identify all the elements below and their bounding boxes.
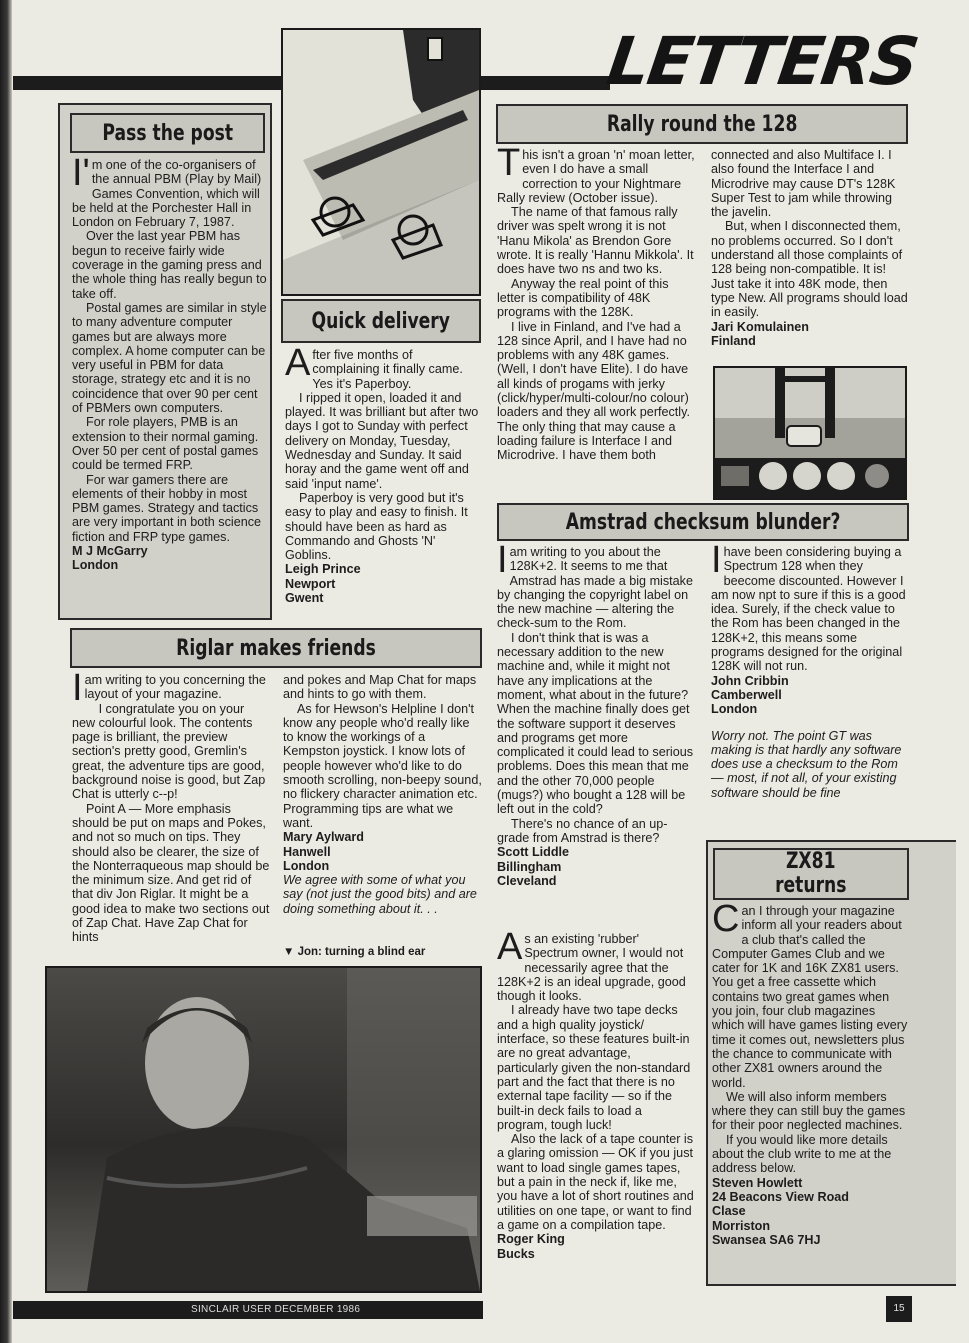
quick-delivery-body: After five months of complaining it finally came. Yes it's Paperboy. I ripped it open, loaded it and played. It was brilliant but after two days I got to Sunday with perfect delivery on Monday, Tuesday, Wednesday and Sunday. It said horay and the game went off and said 'input name'. Paperboy is very good but it's easy to play and easy to finish. It should have been as hard as Commando and Ghosts 'N' Goblins. Leigh Prince Newport Gwent [285, 342, 479, 606]
photo-caption: ▼ Jon: turning a blind ear [283, 946, 426, 958]
paperboy-screenshot [281, 28, 481, 296]
editor-reply: Worry not. The point GT was making is that hardly any software does use a checksum to the Rom — most, if not all, of your existing software should be fine [711, 728, 902, 800]
jon-riglar-photo [45, 966, 482, 1293]
signature-name: M J McGarry [72, 544, 148, 559]
amstrad-body-col2: Ihave been considering buying a Spectrum 128 when they beecome discounted. However I am now npt to sure if this is a good idea. Surely, if the check value to the Rom has been changed in the 128K+2, this means some programs designed for the original 128K will not run. John Cribbin Camberwell London Worry not. The point GT was making is that hardly any software does use a checksum to the Rom — most, if not all, of your existing software should be fine [711, 545, 909, 800]
amstrad-body-col1: Iam writing to you about the 128K+2. It seems to me that Amstrad has made a big mistake by changing the copyright label on the new machine — altering the check-sum to the Rom. I don't think that is was a necessary addition to the new machine and, while it might not have any implications at the moment, what about in the future? When the machine finally does get the software support it deserves and programs get more complicated it could lead to serious problems. Does this mean that me and the other 70,000 people (mugs?) who bought a 128 will be left out in the cold? There's no chance of an up-grade from Amstrad is there? Scott Liddle Billingham Cleveland [497, 539, 694, 888]
magazine-spine [0, 0, 12, 1343]
rubber-letter-body: As an existing 'rubber' Spectrum owner, I would not necessarily agree that the 128K+2 is an ideal upgrade, good though it looks. I already have two tape decks and a high quality joystick/ interface, so these features built-in are no great advantage, particularly given the non-standard part and the fact that there is no external tape facility — so if the built-in deck fails to load a program, tough luck! Also the lack of a tape counter is a glaring omission — OK if you just want to load single games tapes, but a pain in the neck if, like me, you have a lot of short routines and utilities on one tape, or want to find a game on a compilation tape. Roger King Bucks [497, 926, 694, 1261]
riglar-heading: Riglar makes friends [70, 628, 482, 668]
rally-body-col2: connected and also Multiface I. I also found the Interface I and Microdrive may cause DT's 128K Super Test to jam while throwing the javelin. But, when I disconnected them, no problems occurred. So I don't understand all those complaints of 128 being non-compatible. It is! Just take it into 48K mode, then type New. All programs should load in easily. Jari Komulainen Finland [711, 148, 908, 348]
signature-place: London [72, 558, 119, 573]
page-number: 15 [886, 1296, 912, 1322]
amstrad-heading: Amstrad checksum blunder? [497, 503, 909, 541]
page-title: LETTERS [602, 23, 922, 100]
zx81-heading: ZX81 returns [713, 848, 909, 900]
pass-the-post-heading: Pass the post [70, 113, 265, 153]
page-footer: SINCLAIR USER DECEMBER 1986 [13, 1301, 483, 1319]
riglar-body-col1: Iam writing to you concerning the layout of your magazine. I congratulate you on your new colourful look. The contents page is brilliant, the preview section's pretty good, Gremlin's great, the adventure tips are good, background noise is good, but Zap Chat is utterly c--p! Point A — More emphasis should be put on maps and Pokes, and not so much on tips. They should also be clearer, the size of the Nonterraqueous map should be the minimum size. And get rid of that div Jon Riglar. It might be a good idea to make two sections out of Zap Chat. Have Zap Chat for hints [72, 667, 270, 945]
riglar-body-col2: and pokes and Map Chat for maps and hints to go with them. As for Hewson's Helpline I don't know any people who'd really like to know the workings of a Kempston joystick. I know lots of people however who'd like to do smooth scrolling, non-beepy sound, no flickery character animation etc. Programming tips are what we want. Mary Aylward Hanwell London We agree with some of what you say (not just the good bits) and are doing something about it. . . [283, 673, 482, 916]
editor-reply: We agree with some of what you say (not just the good bits) and are doing something about it. . . [283, 873, 477, 916]
rally-heading: Rally round the 128 [496, 104, 908, 144]
quick-delivery-heading: Quick delivery [281, 299, 481, 343]
pass-the-post-body: I'm one of the co-organisers of the annual PBM (Play by Mail) Games Convention, which will be held at the Porchester Hall in London on February 7, 1987. Over the last year PBM has begun to receive fairly wide coverage in the gaming press and the whole thing has really begun to take off. Postal games are similar in style to many adventure computer games but are always more complex. A home computer can be very useful in PBM for data storage, strategy etc and it is no coincidence that over 90 per cent of PBMers own computers. For role players, PMB is an extension to their normal gaming. Over 50 per cent of postal games could be termed FRP. For war gamers there are elements of their hobby in most PBM games. Strategy and tactics are very important in both science fiction and FRP type games. M J McGarry London [72, 152, 267, 573]
rally-body-col1: This isn't a groan 'n' moan letter, even I do have a small correction to your Nightmare Rally review (October issue). The name of that famous rally driver was spelt wrong it is not 'Hanu Mikola' as Brendon Gore wrote. It is really 'Hannu Mikkola'. It does have two ns and two ks. Anyway the real point of this letter is compatibility of 48K programs with the 128K. I live in Finland, and I've had a 128 since April, and I have had no problems with any 48K games. (Well, I don't have Elite). I do have all kinds of progams with jerky (click/hyper/multi-colour/no colour) loaders and they all work perfectly. The only thing that may cause a loading failure is Interface I and Microdrive. I have them both [497, 142, 695, 463]
zx81-body: Can I through your magazine inform all your readers about a club that's called the Computer Games Club and we cater for 1K and 16K ZX81 users. You get a free cassette which contains two great games when you join, four club magazines which will have games listing every time it comes out, newsletters plus the chance to communicate with other ZX81 owners around the world. We will also inform members where they can still buy the games for their poor neglected machines. If you would like more details about the club write to me at the address below. Steven Howlett 24 Beacons View Road Clase Morriston Swansea SA6 7HJ [712, 898, 908, 1247]
rally-game-screenshot [713, 366, 907, 500]
